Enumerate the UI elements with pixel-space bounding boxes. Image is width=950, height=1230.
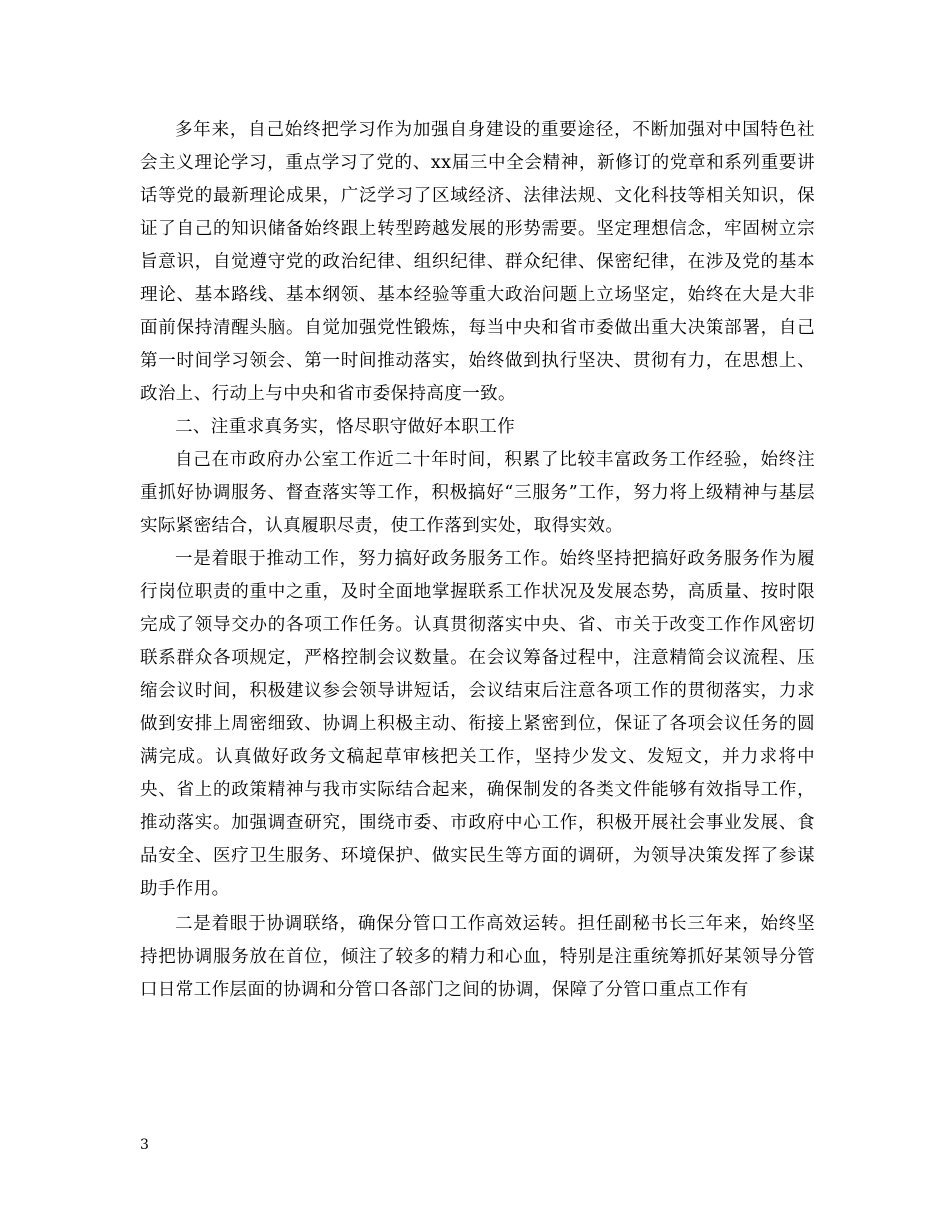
paragraph-experience: 自己在市政府办公室工作近二十年时间，积累了比较丰富政务工作经验，始终注重抓好协调服务、督查落实等工作，积极搞好“三服务”工作，努力将上级精神与基层实际紧密结合，认真履职尽责，使工作落到实处，取得实效。 [140,450,815,536]
paragraph-study: 多年来，自己始终把学习作为加强自身建设的重要途径，不断加强对中国特色社会主义理论学习，重点学习了党的、xx届三中全会精神，新修订的党章和系列重要讲话等党的最新理论成果，广泛学习了区域经济、法律法规、文化科技等相关知识，保证了自己的知识储备始终跟上转型跨越发展的形势需要。坚定理想信念，牢固树立宗旨意识，自觉遵守党的政治纪律、组织纪律、群众纪律、保密纪律，在涉及党的基本理论、基本路线、基本纲领、基本经验等重大政治问题上立场坚定，始终在大是大非面前保持清醒头脑。自觉加强党性锻炼，每当中央和省市委做出重大决策部署，自己第一时间学习领会、第一时间推动落实，始终做到执行坚决、贯彻有力，在思想上、政治上、行动上与中央和省市委保持高度一致。 [140,120,815,404]
section-heading-two: 二、注重求真务实，恪尽职守做好本职工作 [175,417,516,437]
body-text [140,114,815,1007]
paragraph-point-two: 二是着眼于协调联络，确保分管口工作高效运转。担任副秘书长三年来，始终坚持把协调服务放在首位，倾注了较多的精力和心血，特别是注重统筹抓好某领导分管口日常工作层面的协调和分管口各部门之间的协调，保障了分管口重点工作有 [140,914,815,1000]
page-number: 3 [140,1137,149,1153]
paragraph-point-one: 一是着眼于推动工作，努力搞好政务服务工作。始终坚持把搞好政务服务作为履行岗位职责的重中之重，及时全面地掌握联系工作状况及发展态势，高质量、按时限完成了领导交办的各项工作任务。认真贯彻落实中央、省、市关于改变工作作风密切联系群众各项规定，严格控制会议数量。在会议筹备过程中，注意精简会议流程、压缩会议时间，积极建议参会领导讲短话，会议结束后注意各项工作的贯彻落实，力求做到安排上周密细致、协调上积极主动、衔接上紧密到位，保证了各项会议任务的圆满完成。认真做好政务文稿起草审核把关工作，坚持少发文、发短文，并力求将中央、省上的政策精神与我市实际结合起来，确保制发的各类文件能够有效指导工作，推动落实。加强调查研究，围绕市委、市政府中心工作，积极开展社会事业发展、食品安全、医疗卫生服务、环境保护、做实民生等方面的调研，为领导决策发挥了参谋助手作用。 [140,549,815,899]
